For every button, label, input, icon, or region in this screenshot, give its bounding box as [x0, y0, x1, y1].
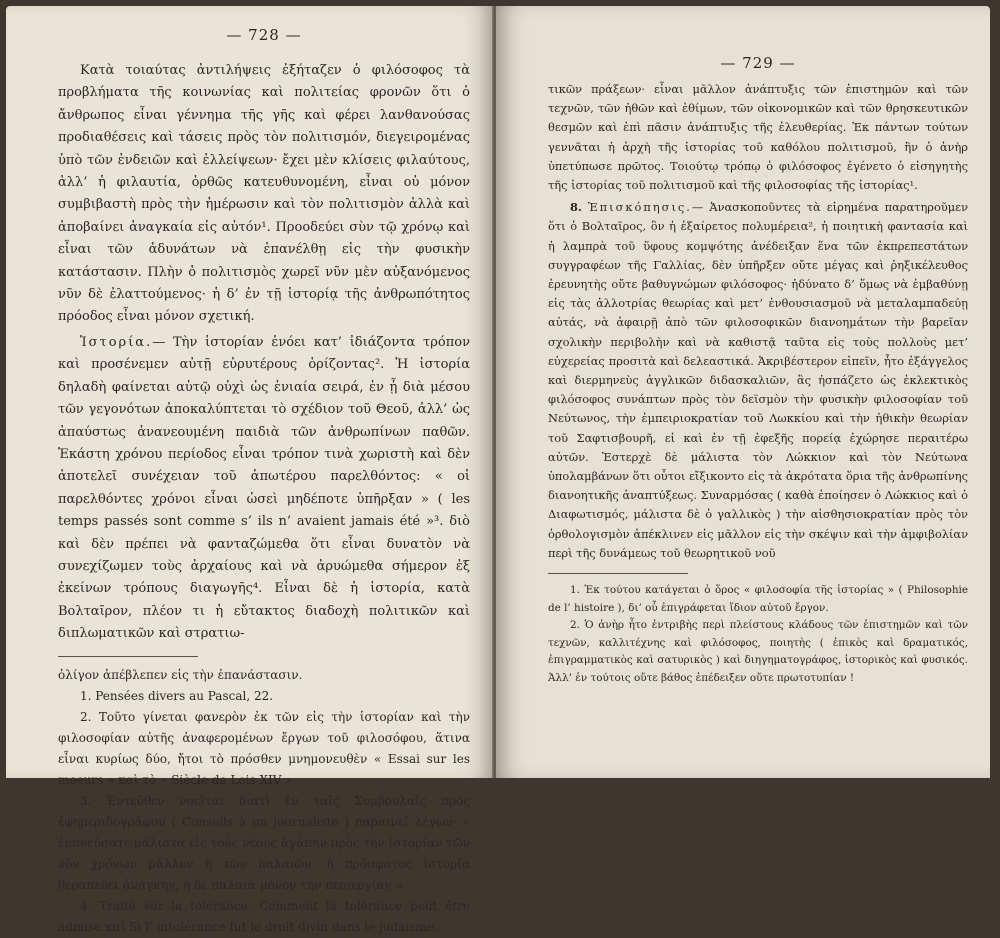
- right-page: [496, 6, 990, 778]
- footnote: 3. Ἐντεῦθεν νοεῖται διατὶ ἐν ταῖς Συμβουλαῖς πρὸς ἐφημεριδογράφον ( Conseils à un journaliste ) παραινεῖ λέγων· « ἐμπνεύσατε μάλιστα εἰς τοὺς νέους ἀγάπην πρὸς τὴν ἱστορίαν τῶν νῦν χρόνων μᾶλλον ἢ τῶν παλαιῶν· ἡ πρόσφατος ἱστορία θεραπεύει ἀνάγκην, ἡ δὲ παλαιὰ μόνον τὴν περιεργίαν ».: [58, 793, 470, 892]
- page-number: — 729 —: [720, 54, 796, 72]
- paragraph-episkopisis: [548, 198, 968, 563]
- section-text: — Τὴν ἱστορίαν ἐνόει κατ’ ἰδιάζοντα τρόπον καὶ προσένεμεν αὐτῇ εὐρυτέρους ὁρίζοντας². Ἡ ἱστορία δηλαδὴ φαίνεται αὐτῷ οὐχὶ ὡς ἑνιαία σειρά, ἐν ᾗ διὰ μέσου τῶν γεγονότων ἀποκαλύπτεται τὸ σχέδιον τοῦ Θεοῦ, ἀλλ’ ὡς ἀπαύστως ἀνανεουμένη παιδιὰ τῶν ἀνθρωπίνων παθῶν. Ἑκάστη χρόνου περίοδος εἶναι τρόπον τινὰ χωριστὴ καὶ δὲν ἀποτελεῖ συνέχειαν τοῦ ἀπωτέρου παρελθόντος: « οἱ παρελθόντες χρόνοι εἶναι ὡσεὶ μηδέποτε ὑπῆρξαν » ( les temps passés sont comme s’ ils n’ avaient jamais été »³. διὸ καὶ δὲν πρέπει νὰ φανταζώμεθα ὅτι εἶναι δυνατὸν νὰ συνεχίζωμεν τοὺς ἀρχαίους καὶ νὰ ἀρυώμεθα σήμερον ἐξ ἐκείνων τρόπους διαγωγῆς⁴. Εἶναι δὲ ἡ ἱστορία, κατὰ Βολταῖρον, πλέον τι ἡ εὔτακτος διαδοχὴ πολιτικῶν καὶ διπλωματικῶν καὶ στρατιω-: [58, 334, 470, 642]
- left-page: [6, 6, 492, 934]
- section-heading: Ἱστορία.: [80, 334, 153, 350]
- footnote-rule: [58, 656, 198, 657]
- body-text: [548, 80, 968, 563]
- footnote: 1. Ἐκ τούτου κατάγεται ὁ ὅρος « φιλοσοφία τῆς ἱστορίας » ( Philosophie de l’ histoire ), δι’ οὗ ἐπιγράφεται ἴδιον αὐτοῦ ἔργον.: [548, 584, 968, 614]
- section-heading: Ἐπισκόπησις.: [587, 200, 692, 215]
- paragraph-historia: [58, 332, 470, 646]
- section-number: 8.: [570, 200, 582, 215]
- footnote: 2. Ὁ ἀνὴρ ἦτο ἐντριβὴς περὶ πλείστους κλάδους τῶν ἐπιστημῶν καὶ τῶν τεχνῶν, καλλιτέχνης καὶ φιλόσοφος, ποιητὴς ( ἐπικὸς καὶ δραματικός, ἐπιγραμματικὸς καὶ σατυρικὸς ) καὶ διηγηματογράφος, ἱστορικὸς καὶ φυσικός. Ἀλλ’ ἐν τούτοις οὔτε βάθος ἐπέδειξεν οὔτε πρωτοτυπίαν !: [548, 619, 968, 684]
- page-number: — 728 —: [226, 26, 302, 44]
- footnote: 1. Pensées divers au Pascal, 22.: [80, 688, 274, 703]
- paragraph: Κατὰ τοιαύτας ἀντιλήψεις ἐξήταζεν ὁ φιλόσοφος τὰ προβλήματα τῆς κοινωνίας καὶ πολιτείας φρονῶν ὅτι ὁ ἄνθρωπος εἶναι γέννημα τῆς γῆς καὶ φέρει λανθανούσας προδιαθέσεις καὶ τάσεις πρὸς τὸν πολιτισμόν, διεγειρομένας ὑπὸ τῶν ἐνδειῶν καὶ ἐλλείψεων· ἔχει μὲν κλίσεις φιλαύτους, ἀλλ’ ἡ φιλαυτία, ὀρθῶς κατευθυνομένη, εἶναι οὐ μόνον συμβιβαστὴ πρὸς τὴν ἡμέρωσιν καὶ τὸν πολιτισμὸν ἀλλὰ καὶ ἀποβαίνει ἀναγκαία εἰς αὐτόν¹. Προοδεύει σὺν τῷ χρόνῳ καὶ εἶναι τῶν ἀδυνάτων νὰ ἐπανέλθῃ εἰς τὴν φυσικὴν κατάστασιν. Πλὴν ὁ πολιτισμὸς χωρεῖ νῦν μὲν αὐξανόμενος νῦν δὲ ἐλαττούμενος· ἡ δ’ ἐν τῇ ἱστορίᾳ τῆς ἀνθρωπότητος πρόοδος εἶναι μόνον σχετική.: [58, 63, 470, 325]
- footnote: 4. Traité sur la tolérance. Comment la tolérance peut être admise καὶ Si l’ intolérance fut le droit divin dans le judaisme.: [58, 898, 470, 934]
- body-text: [58, 60, 470, 646]
- footnotes: [58, 665, 470, 938]
- footnote-rule: [548, 573, 688, 574]
- paragraph: τικῶν πράξεων· εἶναι μᾶλλον ἀνάπτυξις τῶν ἐπιστημῶν καὶ τῶν τεχνῶν, τῶν ἠθῶν καὶ ἐθίμων, τῶν οἰκονομικῶν καὶ τῶν θρησκευτικῶν θεσμῶν καὶ ἐπὶ πᾶσιν ἀνάπτυξις τῆς ἐλευθερίας. Ἐκ πάντων τούτων γεννᾶται ἡ ἀρχὴ τῆς ἱστορίας τοῦ καθόλου πολιτισμοῦ, ἣν ὁ ἀνὴρ ὑπετύπωσε πρῶτος. Τοιούτῳ τρόπῳ ὁ φιλόσοφος ἐγένετο ὁ εἰσηγητὴς τῆς ἱστορίας τοῦ πολιτισμοῦ καὶ τῆς φιλοσοφίας τῆς ἱστορίας¹.: [548, 82, 968, 193]
- footnote: ὀλίγον ἀπέβλεπεν εἰς τὴν ἐπανάστασιν.: [58, 667, 303, 682]
- section-text: — Ἀνασκοποῦντες τὰ εἰρημένα παρατηροῦμεν ὅτι ὁ Βολταῖρος, ὃν ἡ ἐξαίρετος πολυμέρεια², ἡ ποιητικὴ φαντασία καὶ ἡ λαμπρὰ τοῦ ὕφους κομψότης ἀνέδειξαν ἕνα τῶν ἐκπρεπεστάτων συγγραφέων τῆς Γαλλίας, δὲν ὑπῆρξεν οὔτε μέγας καὶ ῥηξικέλευθος ἐρευνητὴς οὔτε βαθυγνώμων φιλόσοφος· ἠδύνατο δ’ ὅμως νὰ ἐμβαθύνῃ εἰς τὰς ἀλλοτρίας θεωρίας καὶ μετ’ ἐνθουσιασμοῦ νὰ μεταλαμπαδεύῃ αὐτάς, νὰ ἀφαιρῇ ἀπὸ τῶν φιλοσοφικῶν διανοημάτων τὴν βαρεῖαν σχολικὴν περιβολὴν καὶ νὰ καθιστᾷ ταῦτα εἰς τοὺς πολλοὺς μετ’ εὐχερείας προσιτὰ καὶ δελεαστικά. Ἀκριβέστερον εἰπεῖν, ἦτο ἐξάγγελος καὶ διερμηνεὺς ἀγγλικῶν διδασκαλιῶν, ἃς ἠσπάζετο ὡς ἐκλεκτικὸς φιλόσοφος συνάπτων πρὸς τὸν δεϊσμὸν τὴν φυσικὴν φιλοσοφίαν τοῦ Νεύτωνος, τὴν ἐμπειριοκρατίαν τοῦ Λωκκίου καὶ τὴν ἠθικὴν θεωρίαν τοῦ Σαφτισβουρῆ, εἰ καὶ ἐν τῇ ἐφεξῆς πορείᾳ ἐχώρησε περαιτέρω αὐτῶν. Ἐστερχὲ δὲ μάλιστα τὸν Λώκκιον καὶ τὸν Νεύτωνα ὑπολαμβάνων ὅτι οὗτοι εἴξικοντο εἰς τὰ ἀκρότατα ὅρια τῆς ἀνθρωπίνης διανοητικῆς ἀναπτύξεως. Συναρμόσας ( καθὰ ἐποίησεν ὁ Λώκκιος καὶ ὁ Διαφωτισμός, μάλιστα δὲ ὁ γαλλικὸς ) τὴν αἰσθησιοκρατίαν πρὸς τὸν ὀρθολογισμὸν ἀπέκλινεν εἰς μᾶλλον εἰς τὴν σκέψιν καὶ τὴν ἀμφιβολίαν περὶ τῆς δυνάμεως τοῦ θεωρητικοῦ νοῦ: [548, 200, 968, 560]
- footnotes: [548, 582, 968, 687]
- footnote: 2. Τοῦτο γίνεται φανερὸν ἐκ τῶν εἰς τὴν ἱστορίαν καὶ τὴν φιλοσοφίαν αὐτῆς ἀναφερομένων ἔργων τοῦ φιλοσόφου, ἅτινα εἶναι κυρίως δύο, ἤτοι τὸ πρόσθεν μνημονευθὲν « Essai sur les moeurs » καὶ τὸ « Siècle de Lois XIV ».: [58, 709, 470, 787]
